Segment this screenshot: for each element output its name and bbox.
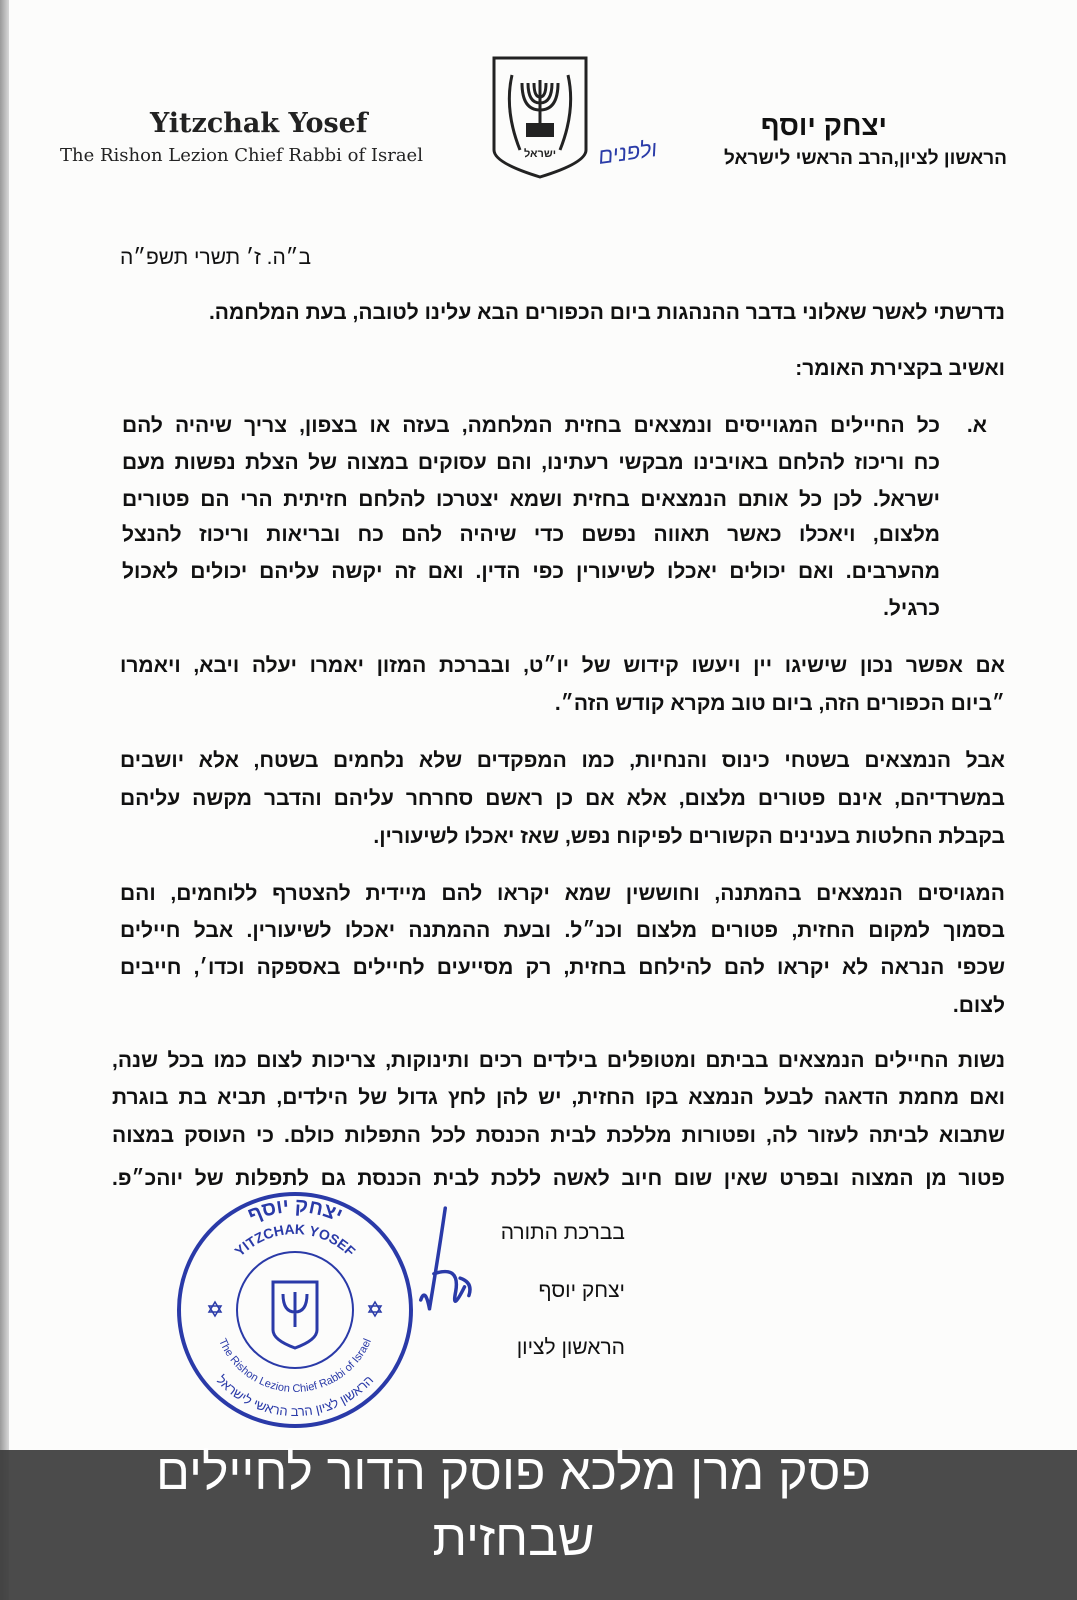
paragraph-line: ואם מחמת הדאגה לבעל הנמצא בקו החזית, יש להן לחץ גדול של הילדים, תביא בת בוגרת — [112, 1086, 1005, 1109]
closing-title: הראשון לציון — [516, 1336, 625, 1359]
stamp-name-en: YITZCHAK YOSEF — [231, 1220, 359, 1260]
handwritten-note: ולפנים — [596, 136, 659, 169]
intro-text-2: ואשיב בקצירת האומר: — [795, 357, 1005, 380]
state-emblem-icon — [490, 55, 590, 180]
section-a-line: כל החיילים המגוייסים ונמצאים בחזית המלחמה, בעזה או בצפון, צריך שיהיה להם — [122, 414, 940, 437]
emblem-text: ישראל — [523, 148, 557, 160]
paragraph-line: נשות החיילים הנמצאים בביתם ומטופלים בילדים רכים ותינוקות, צריכות לצום כמו בכל שנה, — [112, 1049, 1005, 1072]
stamp-title-he: הראשון לציון הרב הראשי לישראל — [213, 1372, 377, 1420]
paragraph-line: פטור מן המצוה ובפרט שאין שום חיוב לאשה ללכת לבית הכנסת גם לתפלות של יוהכ״פ. — [112, 1167, 1005, 1190]
paragraph-line: בסמוך למקום החזית, פטורים מלצום וכנ״ל. ובעת ההמתנה יאכלו לשיעורין. אבל חיילים — [120, 919, 1005, 942]
paragraph-line: ״ביום הכפורים הזה, ביום טוב מקרא קודש הזה״. — [554, 692, 1005, 715]
stamp-name-he: יצחק יוסף — [244, 1194, 346, 1227]
signature-icon — [412, 1195, 482, 1335]
section-a-line: מלצום, ויאכלו כאשר תאווה נפשם כדי שיהיה להם כח ובריאות וריכוז להנצל — [122, 523, 940, 546]
paragraph-line: אבל הנמצאים בשטחי כינוס והנחיות, כמו המפקדים שלא נלחמים בשטח, אלא יושבים — [120, 749, 1005, 772]
section-a-line: ישראל. לכן כל אותם הנמצאים בחזית ושמא יצטרכו להלחם חזיתית הרי הם פטורים — [122, 488, 940, 511]
caption-line-1: פסק מרן מלכא פוסק הדור לחיילים — [156, 1444, 871, 1500]
closing-blessing: בברכת התורה — [500, 1221, 625, 1244]
closing-signer: יצחק יוסף — [538, 1279, 625, 1302]
paragraph-line: בקבלת החלטות בענינים הקשורים לפיקוח נפש, שאז יאכלו לשיעורין. — [373, 825, 1005, 848]
scan-edge — [0, 0, 9, 1600]
paragraph-line: המגויסים הנמצאים בהמתנה, וחוששין שמא יקראו להם מיידית להצטרף ללוחמים, והם — [120, 882, 1005, 905]
paragraph-line: שכפי הנראה לא יקראו להם להילחם בחזית, רק מסייעים לחיילים באספקה וכדו׳, חייבים — [120, 956, 1005, 979]
section-a-line: מהערבים. ואם יכולים יאכלו לשיעורין כפי הדין. ואם זה יקשה עליהם יכולים לאכול — [122, 560, 940, 583]
stamp-title-en: The Rishon Lezion Chief Rabbi of Israel — [216, 1336, 374, 1396]
section-a-line: כרגיל. — [883, 597, 940, 620]
paragraph-line: במשרדיהם, אינם פטורים מלצום, אלא אם כן ראשם סחרחר עליהם והדבר מקשה עליהם — [120, 787, 1005, 810]
letterhead-title-he: הראשון לציון,הרב הראשי לישראל — [724, 148, 1007, 169]
section-a-marker: א. — [966, 414, 987, 437]
caption-line-2: שבחזית — [432, 1510, 595, 1566]
star-of-david-icon — [209, 1302, 221, 1316]
letter-date: ב״ה. ז׳ תשרי תשפ״ה — [120, 246, 312, 269]
letterhead-name-en: Yitzchak Yosef — [150, 108, 368, 139]
paragraph-line: לצום. — [952, 994, 1005, 1017]
star-of-david-icon — [369, 1302, 381, 1316]
caption-overlay — [0, 1444, 1077, 1600]
intro-text: נדרשתי לאשר שאלוני בדבר ההנהגות ביום הכפורים הבא עלינו לטובה, בעת המלחמה. — [208, 301, 1005, 324]
official-stamp-icon — [175, 1190, 415, 1430]
section-a-line: כח וריכוז להלחם באויבינו מבקשי רעתינו, והם עסוקים במצוה של הצלת נפשות מעם — [122, 451, 940, 474]
letterhead-title-en: The Rishon Lezion Chief Rabbi of Israel — [60, 145, 423, 166]
letterhead-name-he: יצחק יוסף — [760, 110, 887, 141]
paragraph-line: שתבוא לביתה לעזור לה, ופטורות מללכת לבית הכנסת לכל התפלות כולם. כי העוסק במצוה — [112, 1124, 1005, 1147]
paragraph-line: אם אפשר נכון שישיגו יין ויעשו קידוש של יו״ט, ובברכת המזון יאמרו יעלה ויבא, ויאמרו — [120, 654, 1005, 677]
